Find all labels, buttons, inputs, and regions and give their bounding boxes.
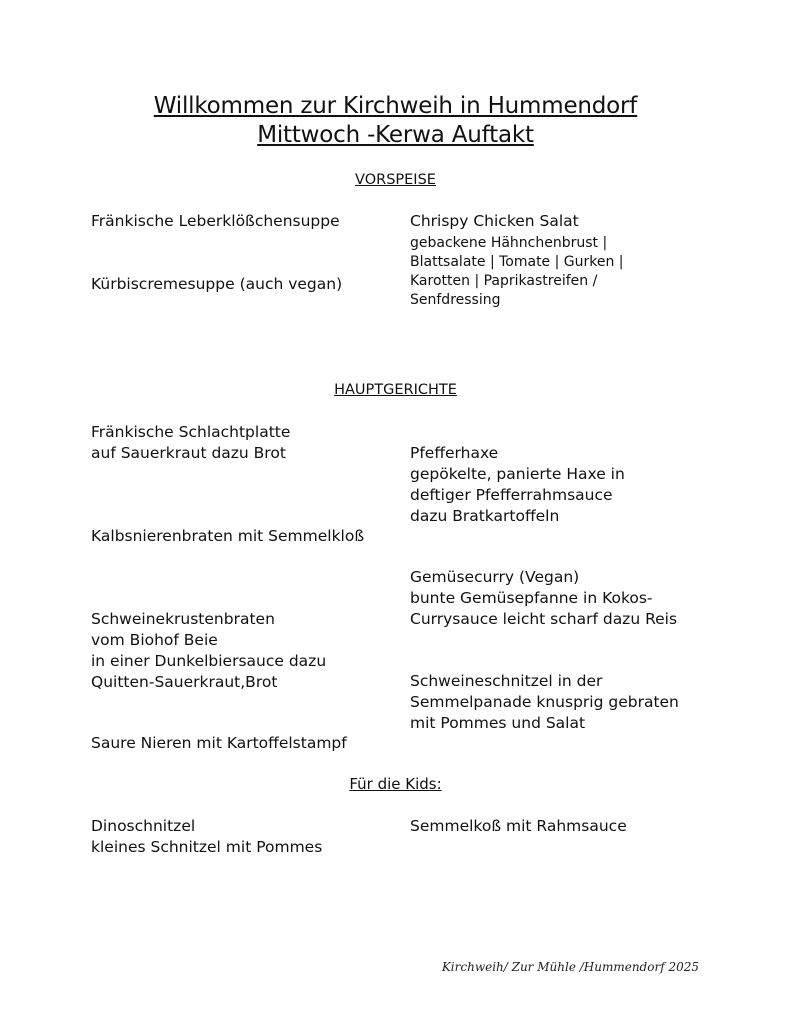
- page-title-line2: Mittwoch -Kerwa Auftakt: [257, 122, 534, 148]
- menu-item-description: dazu Bratkartoffeln: [410, 507, 560, 525]
- menu-item-semmelkloss: Semmelkoß mit Rahmsauce: [410, 817, 627, 835]
- menu-item-description: Karotten | Paprikastreifen /: [410, 273, 598, 289]
- section-heading-kids: Für die Kids:: [349, 775, 442, 793]
- menu-item-kalbsnierenbraten: Kalbsnierenbraten mit Semmelkloß: [91, 527, 365, 545]
- page-title-line1: Willkommen zur Kirchweih in Hummendorf: [153, 93, 638, 119]
- menu-item-gemuesecurry: Gemüsecurry (Vegan): [410, 568, 580, 586]
- menu-item-description: Semmelpanade knusprig gebraten: [410, 693, 679, 711]
- menu-item-description: deftiger Pfefferrahmsauce: [410, 486, 613, 504]
- section-heading-hauptgerichte: HAUPTGERICHTE: [334, 382, 457, 398]
- menu-item-description: gebackene Hähnchenbrust |: [410, 235, 608, 251]
- menu-item-description: gepökelte, panierte Haxe in: [410, 465, 625, 483]
- menu-item-description: bunte Gemüsepfanne in Kokos-: [410, 589, 653, 607]
- menu-item-leberkloesschensuppe: Fränkische Leberklößchensuppe: [91, 212, 340, 230]
- menu-item-description: Senfdressing: [410, 292, 501, 308]
- menu-item-kuerbiscremesuppe: Kürbiscremesuppe (auch vegan): [91, 275, 343, 293]
- menu-item-pfefferhaxe: Pfefferhaxe: [410, 444, 499, 462]
- menu-item-description: in einer Dunkelbiersauce dazu: [91, 652, 327, 670]
- menu-item-description: mit Pommes und Salat: [410, 714, 586, 732]
- footer-signature: Kirchweih/ Zur Mühle /Hummendorf 2025: [441, 960, 699, 974]
- menu-item-krustenbraten: Schweinekrustenbraten: [91, 610, 275, 628]
- menu-item-description: auf Sauerkraut dazu Brot: [91, 444, 286, 462]
- menu-item-chicken-salat: Chrispy Chicken Salat: [410, 212, 579, 230]
- menu-item-description: kleines Schnitzel mit Pommes: [91, 838, 323, 856]
- menu-item-description: Quitten-Sauerkraut,Brot: [91, 673, 278, 691]
- menu-item-description: Blattsalate | Tomate | Gurken |: [410, 254, 624, 270]
- menu-item-schweineschnitzel: Schweineschnitzel in der: [410, 672, 603, 690]
- menu-item-saure-nieren: Saure Nieren mit Kartoffelstampf: [91, 734, 347, 752]
- menu-item-description: Currysauce leicht scharf dazu Reis: [410, 610, 678, 628]
- menu-item-schlachtplatte: Fränkische Schlachtplatte: [91, 423, 291, 441]
- menu-item-dinoschnitzel: Dinoschnitzel: [91, 817, 196, 835]
- menu-item-description: vom Biohof Beie: [91, 631, 218, 649]
- section-heading-vorspeise: VORSPEISE: [355, 172, 436, 188]
